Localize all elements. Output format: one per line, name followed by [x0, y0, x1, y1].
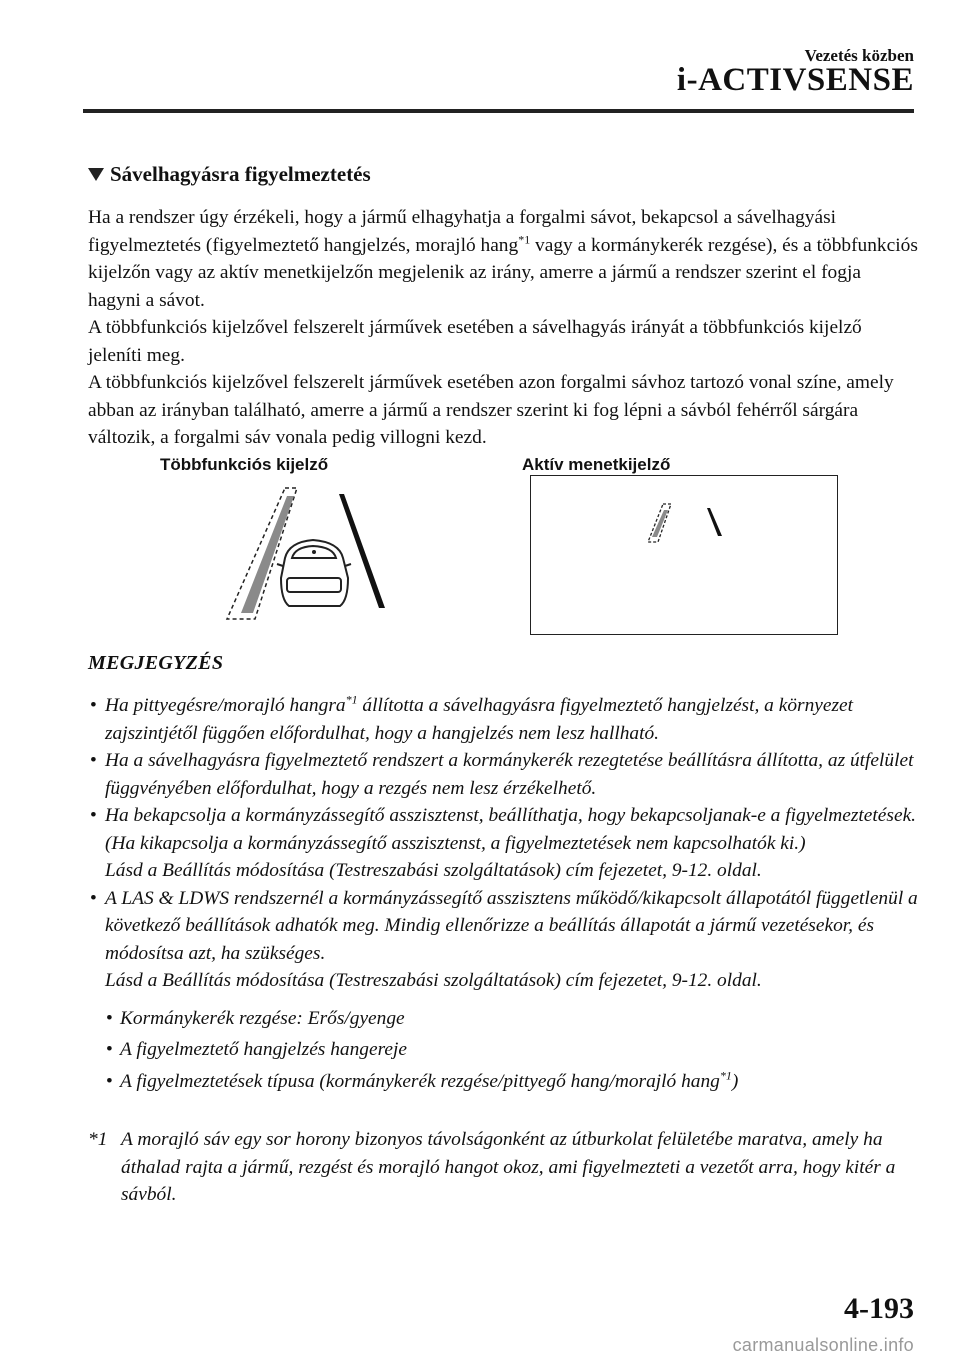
- footnote-ref: *1: [719, 1068, 732, 1083]
- note-3-text: Ha bekapcsolja a kormányzássegítő asszisztenst, beállíthatja, hogy bekapcsoljanak-e a figyelmeztetések. (Ha kikapcsolja a kormányzássegítő asszisztenst, a figyelmeztetések nem kapcsolhatók ki.): [105, 805, 917, 854]
- bullet: •: [106, 1070, 113, 1092]
- footnote: [88, 1126, 918, 1209]
- section-title: Vezetés közben: [804, 46, 914, 65]
- sub-item-3-part-a: A figyelmeztetések típusa (kormánykerék rezgése/pittyegő hang/morajló hang: [120, 1070, 720, 1092]
- note-item: [88, 747, 918, 802]
- sub-item: [88, 1005, 918, 1033]
- note-4-text: A LAS & LDWS rendszernél a kormányzássegítő asszisztens működő/kikapcsolt állapotától függetlenül a következő beállítások adhatók meg. Mindig ellenőrizze a beállítás állapotát a jármű vezetésekor, és módosítsa azt, ha szükséges.: [105, 887, 918, 964]
- note-2-text: Ha a sávelhagyásra figyelmeztető rendszert a kormánykerék rezegtetése beállításra állította, az útfelület függvényében előfordulhat, hogy a rezgés nem lesz érzékelhető.: [105, 750, 914, 799]
- note-4-reference: Lásd a Beállítás módosítása (Testreszabási szolgáltatások) cím fejezetet, 9-12. oldal.: [105, 970, 762, 991]
- paragraph-3: A többfunkciós kijelzővel felszerelt járművek esetében azon forgalmi sávhoz tartozó vonal színe, amely abban az irányban található, amerre a jármű a rendszer szerint ki fog lépni a sávból fehérről sárgára változik, a forgalmi sáv vonala pedig villogni kezd.: [88, 372, 894, 448]
- header-divider: [83, 109, 914, 113]
- sub-item-3-part-b: ): [731, 1070, 739, 1092]
- sub-item-1-text: Kormánykerék rezgése: Erős/gyenge: [120, 1007, 405, 1029]
- multi-display-label: Többfunkciós kijelző: [160, 455, 329, 474]
- triangle-down-icon: [88, 168, 104, 181]
- paragraph-1: [88, 204, 918, 314]
- multi-display-illustration: [215, 482, 395, 622]
- footnote-mark: *1: [88, 1129, 108, 1150]
- body-text: [88, 204, 918, 452]
- active-display-label: Aktív menetkijelző: [522, 455, 671, 474]
- bullet: •: [90, 750, 97, 771]
- bullet: •: [106, 1007, 113, 1029]
- sub-item: [88, 1068, 918, 1096]
- bullet: •: [106, 1039, 113, 1060]
- section-heading-text: Sávelhagyásra figyelmeztetés: [110, 162, 371, 186]
- note-item: [88, 802, 918, 885]
- lane-departure-car-icon: [215, 482, 395, 622]
- watermark: carmanualsonline.info: [732, 1335, 914, 1355]
- note-1-part-b: állította a sávelhagyásra figyelmeztető hangjelzést, a környezet zajszintjétől függően előfordulhat, hogy a hangjelzés nem lesz hallható.: [105, 695, 854, 744]
- paragraph-1-part-a: Ha a rendszer úgy érzékeli, hogy a jármű elhagyhatja a forgalmi sávot, bekapcsol a sávelhagyási figyelmeztetés (figyelmeztető hangjelzés, morajló hang: [88, 207, 837, 256]
- settings-sublist: [88, 1005, 918, 1096]
- lane-line-icon: [531, 476, 836, 633]
- note-item: [88, 692, 918, 747]
- note-3-reference: Lásd a Beállítás módosítása (Testreszabási szolgáltatások) cím fejezetet, 9-12. oldal.: [105, 860, 762, 881]
- note-list: [88, 692, 918, 1099]
- paragraph-1-part-b: vagy a kormánykerék rezgése), és a többfunkciós kijelzőn vagy az aktív menetkijelzőn megjelenik az irány, amerre a jármű a rendszer szerint el fogja hagyni a sávot.: [88, 234, 918, 311]
- note-item: [88, 885, 918, 995]
- active-display-illustration: [530, 475, 838, 635]
- sub-item: [88, 1036, 918, 1064]
- chapter-title: i-ACTIVSENSE: [676, 62, 914, 98]
- section-heading: [88, 162, 371, 187]
- sub-item-2-text: A figyelmeztető hangjelzés hangereje: [120, 1039, 408, 1060]
- note-1-part-a: Ha pittyegésre/morajló hangra: [105, 695, 346, 716]
- bullet: •: [90, 695, 97, 716]
- bullet: •: [90, 805, 97, 826]
- page-number: 4-193: [844, 1292, 914, 1325]
- paragraph-2: A többfunkciós kijelzővel felszerelt járművek esetében a sávelhagyás irányát a többfunkciós kijelző jeleníti meg.: [88, 317, 862, 366]
- footnote-ref: *1: [345, 692, 358, 707]
- bullet: •: [90, 887, 97, 909]
- note-title: MEGJEGYZÉS: [88, 652, 224, 674]
- footnote-text: A morajló sáv egy sor horony bizonyos távolságonként az útburkolat felületébe maratva, amely ha áthalad rajta a jármű, rezgést és morajló hangot okoz, ami figyelmezteti a vezetőt arra, hogy kitér a sávból.: [121, 1129, 896, 1205]
- footnote-ref: *1: [518, 232, 531, 247]
